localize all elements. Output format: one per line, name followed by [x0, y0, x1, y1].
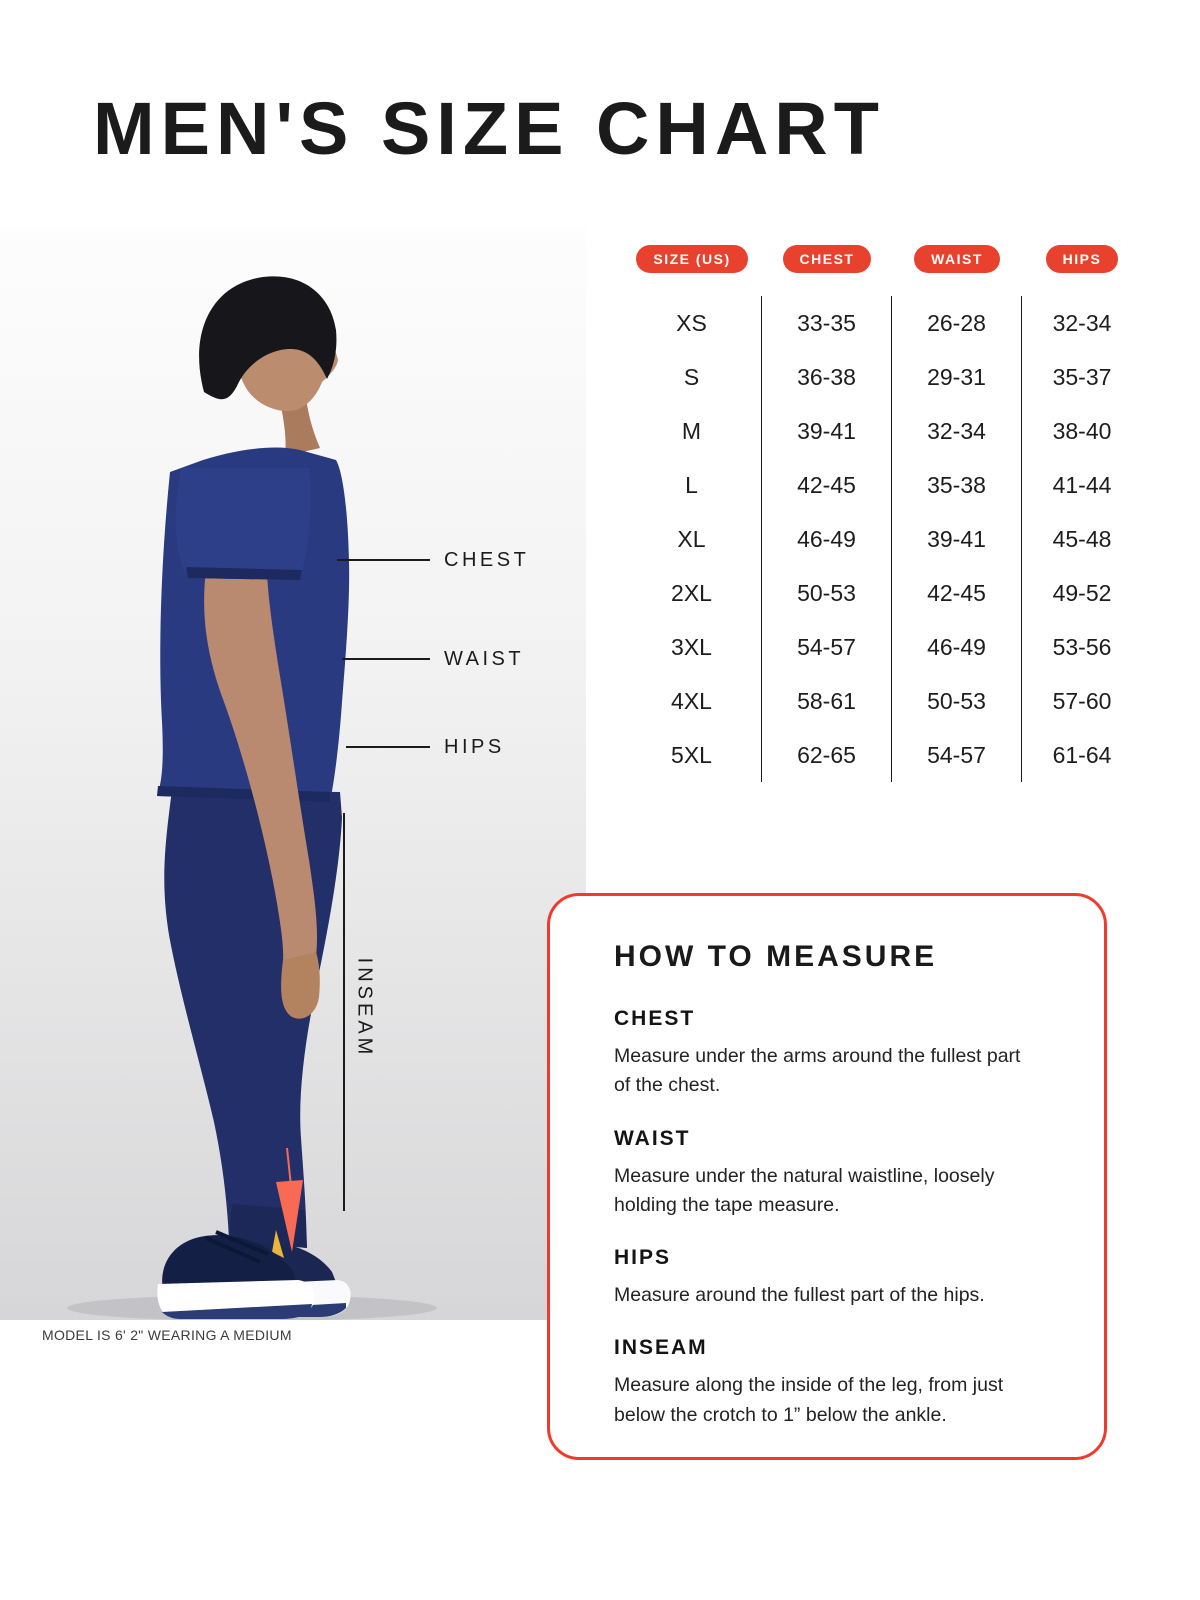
cell-waist: 39-41 [892, 512, 1022, 566]
cell-chest: 36-38 [762, 350, 892, 404]
how-to-measure-sections [614, 1007, 1042, 1430]
cell-hips: 38-40 [1052, 417, 1112, 444]
table-row [622, 404, 1142, 458]
cell-waist: 54-57 [892, 728, 1022, 782]
chest-pointer-line [337, 559, 430, 561]
chest-pointer [337, 550, 529, 570]
table-row [622, 620, 1142, 674]
hips-pointer-label: HIPS [444, 735, 505, 758]
cell-chest: 54-57 [762, 620, 892, 674]
cell-size: 3XL [622, 620, 762, 674]
measure-section-heading: WAIST [614, 1126, 691, 1150]
waist-pointer-line [342, 658, 430, 660]
page-title: MEN'S SIZE CHART [93, 87, 885, 170]
model-illustration [0, 228, 586, 1320]
pants [164, 790, 342, 1258]
cell-waist: 42-45 [892, 566, 1022, 620]
cell-chest: 62-65 [762, 728, 892, 782]
model-photo [0, 228, 586, 1320]
cell-hips: 35-37 [1052, 363, 1112, 390]
cell-chest: 50-53 [762, 566, 892, 620]
measure-section-heading: HIPS [614, 1246, 672, 1269]
how-to-measure-box [547, 893, 1107, 1460]
cell-size: 2XL [622, 566, 762, 620]
inseam-pointer-line [343, 813, 345, 1211]
table-row [622, 350, 1142, 404]
table-row [622, 296, 1142, 350]
cell-waist: 50-53 [892, 674, 1022, 728]
cell-chest: 46-49 [762, 512, 892, 566]
cell-hips: 32-34 [1052, 309, 1112, 336]
cell-size: XS [622, 296, 762, 350]
chest-pointer-label: CHEST [444, 548, 530, 571]
size-table-header [622, 245, 1142, 273]
size-table-rows [622, 296, 1142, 782]
inseam-pointer-label: INSEAM [353, 957, 376, 1059]
cell-waist: 46-49 [892, 620, 1022, 674]
table-row [622, 566, 1142, 620]
size-column-pill: SIZE (US) [636, 245, 747, 273]
measure-section-heading: INSEAM [614, 1336, 708, 1360]
how-to-measure-title: HOW TO MEASURE [614, 940, 938, 973]
waist-column-pill: WAIST [914, 245, 1000, 273]
cell-size: M [622, 404, 762, 458]
cell-chest: 58-61 [762, 674, 892, 728]
header-cell [892, 245, 1022, 273]
cell-size: 5XL [622, 728, 762, 782]
hips-pointer [346, 737, 505, 757]
sleeve [176, 468, 311, 580]
cell-size: 4XL [622, 674, 762, 728]
measure-section-text: Measure around the fullest part of the hips. [614, 1284, 985, 1306]
header-cell [1022, 245, 1142, 273]
cell-waist: 32-34 [892, 404, 1022, 458]
cell-hips: 49-52 [1052, 579, 1112, 606]
cell-size: S [622, 350, 762, 404]
cell-hips: 53-56 [1052, 633, 1112, 660]
cell-chest: 42-45 [762, 458, 892, 512]
chest-column-pill: CHEST [783, 245, 872, 273]
measure-section-heading: CHEST [614, 1007, 696, 1030]
table-row [622, 458, 1142, 512]
cell-chest: 33-35 [762, 296, 892, 350]
table-row [622, 674, 1142, 728]
hips-column-pill: HIPS [1046, 245, 1119, 273]
table-row [622, 512, 1142, 566]
model-caption: MODEL IS 6' 2" WEARING A MEDIUM [42, 1327, 292, 1343]
cell-hips: 41-44 [1052, 471, 1112, 498]
cell-chest: 39-41 [762, 404, 892, 458]
cell-hips: 61-64 [1052, 741, 1112, 768]
cell-waist: 35-38 [892, 458, 1022, 512]
head [199, 276, 338, 456]
waist-pointer [342, 649, 524, 669]
measure-section-text: Measure along the inside of the leg, from just below the crotch to 1” below the ankle. [614, 1374, 1004, 1426]
header-cell [622, 245, 762, 273]
table-row [622, 728, 1142, 782]
cell-hips: 57-60 [1052, 687, 1112, 714]
header-cell [762, 245, 892, 273]
cell-size: XL [622, 512, 762, 566]
measure-section-text: Measure under the natural waistline, loosely holding the tape measure. [614, 1164, 995, 1216]
cell-hips: 45-48 [1052, 525, 1112, 552]
cell-waist: 26-28 [892, 296, 1022, 350]
waist-pointer-label: WAIST [444, 647, 525, 670]
cell-size: L [622, 458, 762, 512]
hips-pointer-line [346, 746, 430, 748]
cell-waist: 29-31 [892, 350, 1022, 404]
measure-section-text: Measure under the arms around the fullest part of the chest. [614, 1045, 1021, 1097]
